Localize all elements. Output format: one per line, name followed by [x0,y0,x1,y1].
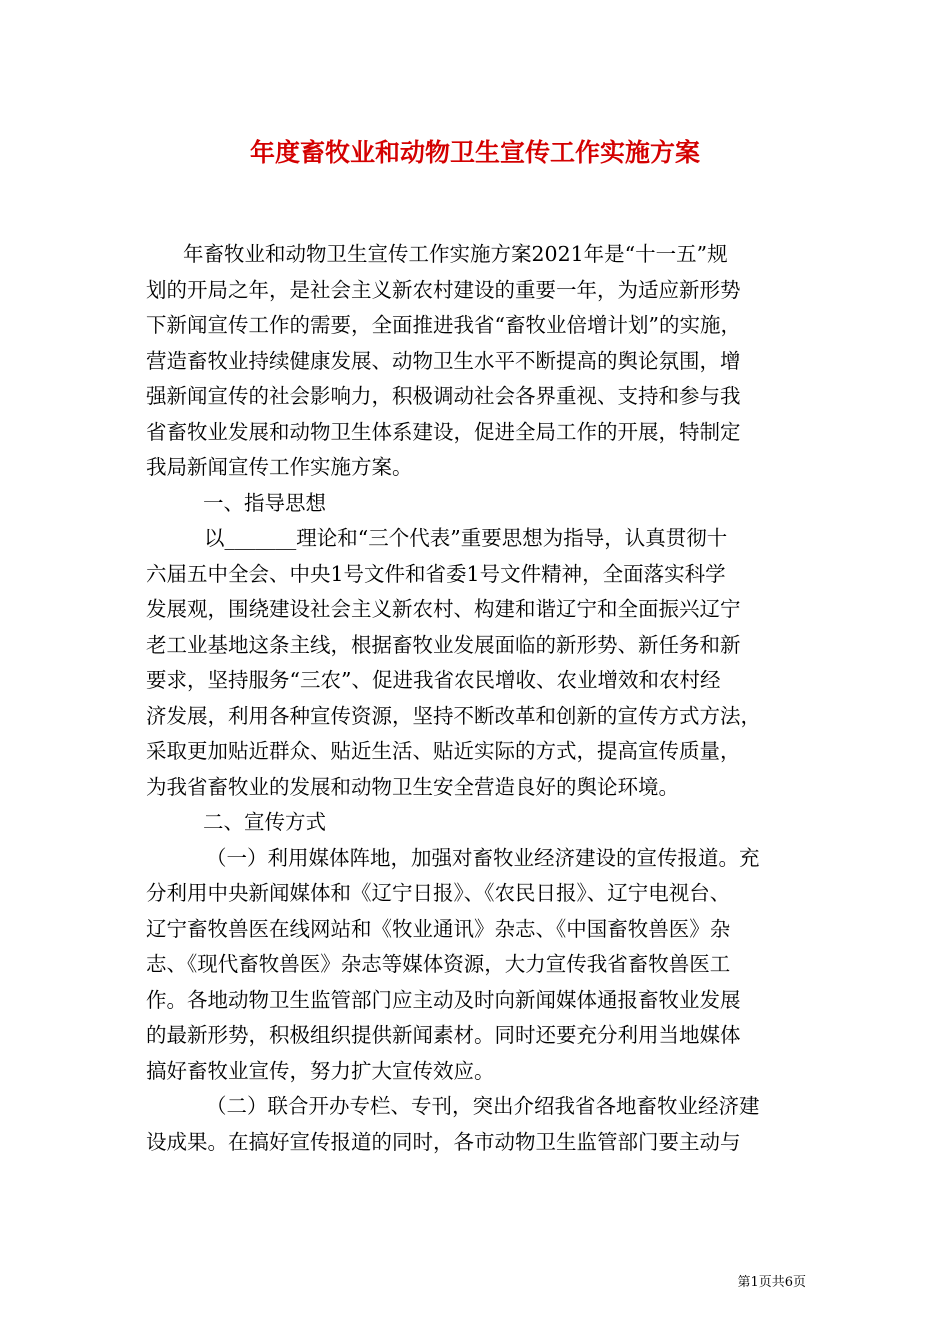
text-line: 设成果。在搞好宣传报道的同时，各市动物卫生监管部门要主动与 [146,1129,741,1154]
text-line: 辽宁畜牧兽医在线网站和《牧业通讯》杂志、《中国畜牧兽医》杂 [146,916,731,941]
text-line: 老工业基地这条主线，根据畜牧业发展面临的新形势、新任务和新 [146,632,741,657]
text-line: （一）利用媒体阵地，加强对畜牧业经济建设的宣传报道。充 [206,845,760,870]
text-line: 下新闻宣传工作的需要，全面推进我省“畜牧业倍增计划”的实施， [146,313,741,337]
text-line: 以_______理论和“三个代表”重要思想为指导，认真贯彻十 [204,526,728,550]
text-line: （二）联合开办专栏、专刊，突出介绍我省各地畜牧业经济建 [206,1094,760,1118]
text-line: 划的开局之年，是社会主义新农村建设的重要一年，为适应新形势 [146,277,741,302]
text-line: 我局新闻宣传工作实施方案。 [146,455,413,479]
text-line: 发展观，围绕建设社会主义新农村、构建和谐辽宁和全面振兴辽宁 [146,597,741,621]
text-line: 营造畜牧业持续健康发展、动物卫生水平不断提高的舆论氛围，增 [146,348,741,373]
text-line: 为我省畜牧业的发展和动物卫生安全营造良好的舆论环境。 [146,774,679,799]
document-title: 年度畜牧业和动物卫生宣传工作实施方案 [249,138,700,167]
text-line: 六届五中全会、中央1号文件和省委1号文件精神，全面落实科学 [146,561,726,586]
section-heading: 一、指导思想 [203,490,326,515]
page-number: 第1页共6页 [737,1275,806,1290]
text-line: 采取更加贴近群众、贴近生活、贴近实际的方式，提高宣传质量， [146,739,741,763]
section-heading: 二、宣传方式 [203,810,326,834]
document-body [146,237,806,1160]
text-line: 作。各地动物卫生监管部门应主动及时向新闻媒体通报畜牧业发展 [146,987,741,1012]
text-line: 济发展，利用各种宣传资源，坚持不断改革和创新的宣传方式方法， [146,703,761,728]
text-line: 省畜牧业发展和动物卫生体系建设，促进全局工作的开展，特制定 [146,419,741,444]
text-line: 志、《现代畜牧兽医》杂志等媒体资源，大力宣传我省畜牧兽医工 [146,952,731,976]
text-line: 强新闻宣传的社会影响力，积极调动社会各界重视、支持和参与我 [146,384,741,408]
text-line: 搞好畜牧业宣传，努力扩大宣传效应。 [146,1058,495,1083]
text-line: 分利用中央新闻媒体和《辽宁日报》、《农民日报》、辽宁电视台、 [146,881,731,905]
text-line: 的最新形势，积极组织提供新闻素材。同时还要充分利用当地媒体 [146,1023,741,1047]
text-line: 要求，坚持服务“三农”、促进我省农民增收、农业增效和农村经 [146,668,721,692]
text-line: 年畜牧业和动物卫生宣传工作实施方案2021年是“十一五”规 [183,242,728,266]
